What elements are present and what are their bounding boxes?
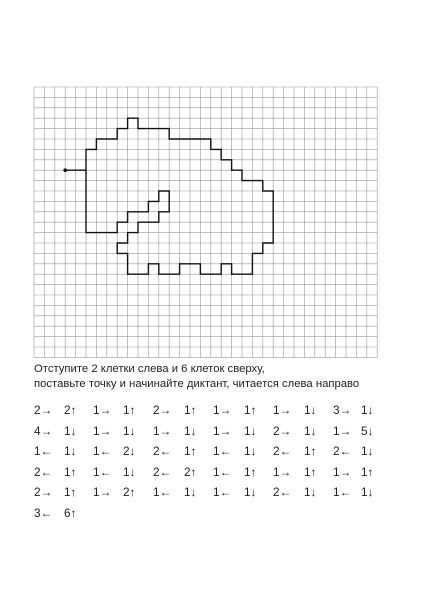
dictation-command: 2→ xyxy=(34,485,53,500)
dictation-command: 1↑ xyxy=(361,464,374,479)
dictation-command: 1↓ xyxy=(184,485,197,500)
dictation-command: 2↓ xyxy=(123,444,136,459)
dictation-command: 1↓ xyxy=(64,423,77,438)
dictation-command: 1← xyxy=(93,444,112,459)
dictation-command: 1→ xyxy=(213,403,232,417)
dictation-command: 1→ xyxy=(273,464,292,479)
dictation-command: 1← xyxy=(93,464,112,479)
dictation-command: 4→ xyxy=(34,423,53,438)
dictation-command: 3→ xyxy=(333,403,352,417)
dictation-command: 1↓ xyxy=(244,485,257,500)
dictation-command: 1↓ xyxy=(184,423,197,438)
dictation-command: 3← xyxy=(34,506,53,520)
dictation-command: 2→ xyxy=(34,403,53,417)
dictation-command: 2← xyxy=(333,444,352,459)
dictation-command: 1↓ xyxy=(361,444,374,459)
dictation-command: 1↓ xyxy=(304,403,317,417)
dictation-command: 1↑ xyxy=(244,464,257,479)
dictation-command: 1↓ xyxy=(64,444,77,459)
dictation-command: 1→ xyxy=(153,423,172,438)
dictation-command: 1↑ xyxy=(64,485,77,500)
dictation-command: 1↑ xyxy=(184,444,197,459)
dictation-command: 1↑ xyxy=(244,403,257,417)
dictation-command: 1↑ xyxy=(304,464,317,479)
dictation-command: 1← xyxy=(333,485,352,500)
dictation-command: 1← xyxy=(34,444,53,459)
dictation-command: 1↓ xyxy=(244,444,257,459)
dictation-command: 2→ xyxy=(153,403,172,417)
dictation-command: 1← xyxy=(153,485,172,500)
start-dot xyxy=(63,168,67,172)
dictation-command: 1↓ xyxy=(244,423,257,438)
dictation-command: 2→ xyxy=(273,423,292,438)
dictation-command: 1↓ xyxy=(304,485,317,500)
dictation-command: 1→ xyxy=(213,423,232,438)
dictation-command: 1→ xyxy=(333,423,352,438)
dictation-command: 1↑ xyxy=(184,403,197,417)
dictation-command: 2↑ xyxy=(123,485,136,500)
dictation-command: 1← xyxy=(213,464,232,479)
dictation-command: 1↓ xyxy=(361,403,374,417)
dictation-command: 2← xyxy=(34,464,53,479)
dictation-command: 1← xyxy=(213,485,232,500)
dictation-command: 2↑ xyxy=(184,464,197,479)
dictation-command: 1↑ xyxy=(123,403,136,417)
dictation-command: 5↓ xyxy=(361,423,374,438)
dictation-command: 1↑ xyxy=(304,444,317,459)
dictation-command: 1→ xyxy=(93,423,112,438)
dictation-command: 1↓ xyxy=(304,423,317,438)
dictation-command: 2← xyxy=(153,464,172,479)
dictation-command: 1↓ xyxy=(123,464,136,479)
dictation-command: 1→ xyxy=(93,485,112,500)
instruction-line-2: поставьте точку и начинайте диктант, читается слева направо xyxy=(34,378,360,390)
dictation-command: 1→ xyxy=(93,403,112,417)
dictation-command: 6↑ xyxy=(64,506,77,520)
dictation-command: 2↑ xyxy=(64,403,77,417)
dictation-command: 2← xyxy=(273,444,292,459)
dictation-command: 1↑ xyxy=(64,464,77,479)
dictation-command: 1→ xyxy=(333,464,352,479)
dictation-command: 2← xyxy=(153,444,172,459)
dictation-command: 1← xyxy=(213,444,232,459)
dictation-command: 1↓ xyxy=(361,485,374,500)
dictation-command: 2← xyxy=(273,485,292,500)
instruction-line-1: Отступите 2 клетки слева и 6 клеток сверху, xyxy=(34,363,265,375)
dictation-command: 1↓ xyxy=(123,423,136,438)
dictation-command: 1→ xyxy=(273,403,292,417)
